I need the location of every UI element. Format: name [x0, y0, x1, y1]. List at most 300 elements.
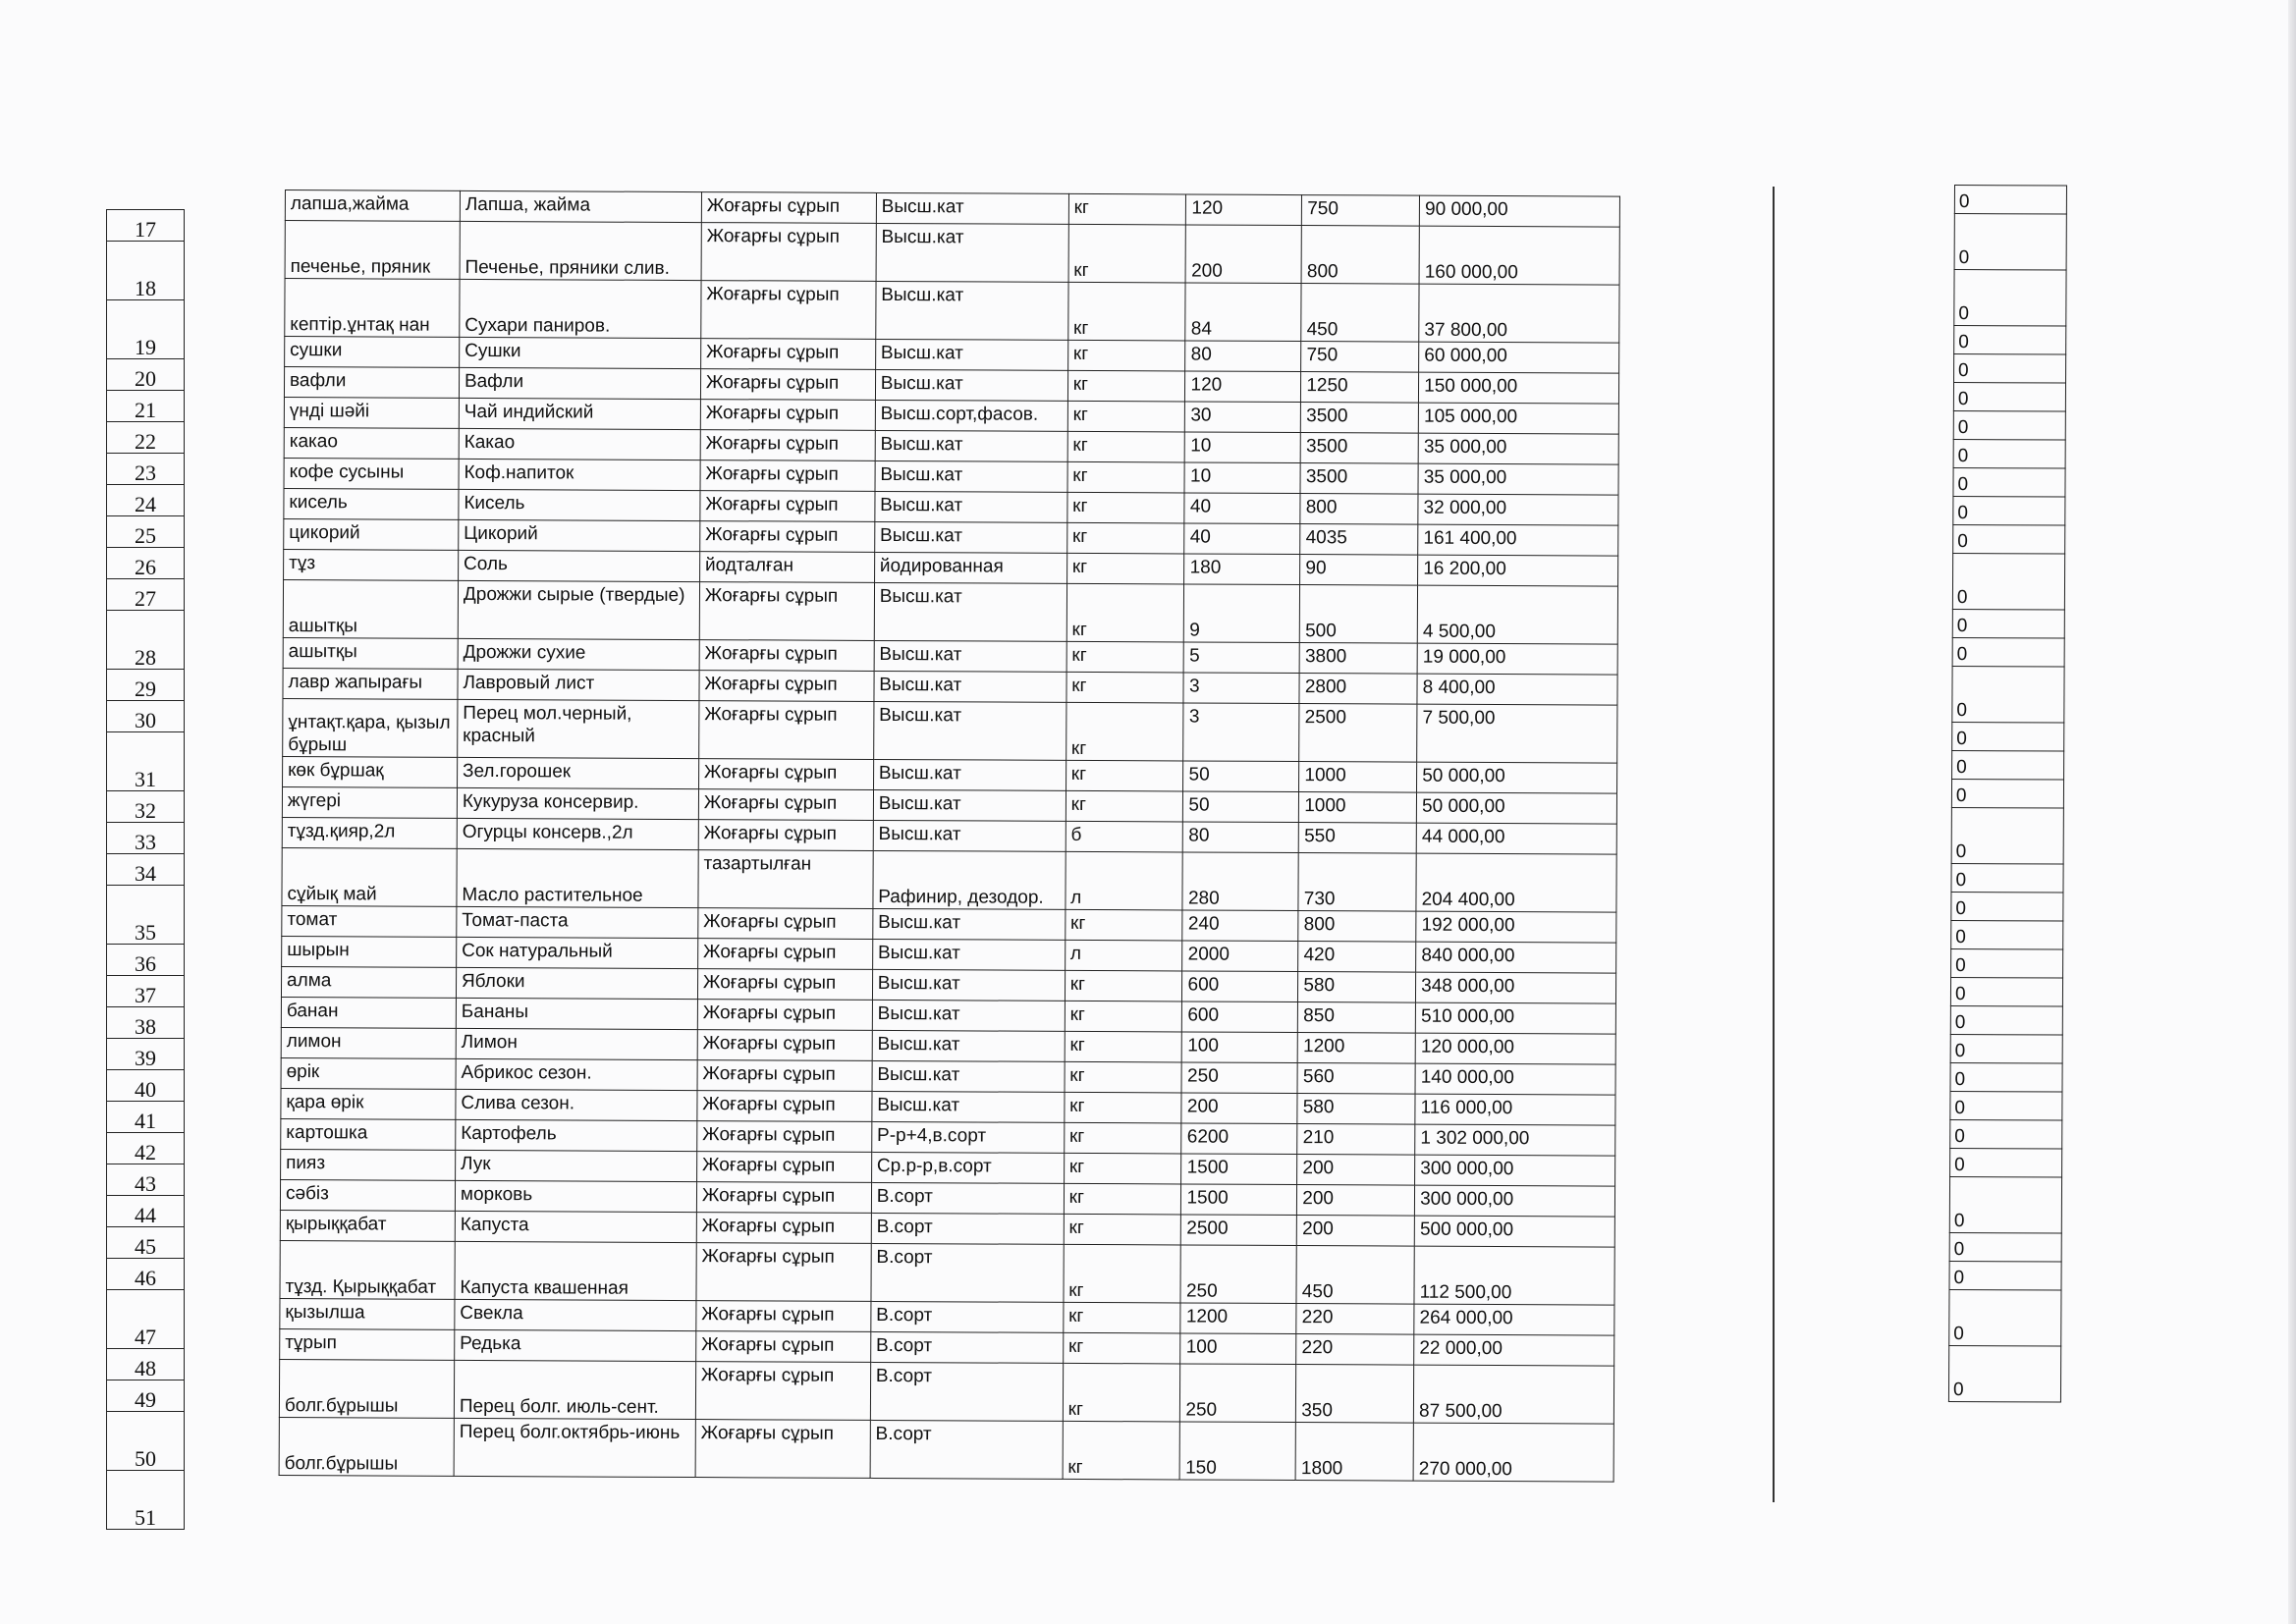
cell-kz-name: банан: [281, 997, 456, 1028]
number-row: [107, 854, 185, 886]
cell-kz-name: картошка: [281, 1118, 456, 1150]
cell-unit: кг: [1066, 702, 1183, 761]
cell-sum: 510 000,00: [1415, 1002, 1615, 1034]
cell-quality-kz: Жоғарғы сұрып: [696, 1213, 871, 1244]
table-row: [280, 1240, 1614, 1305]
cell-kz-name: өрік: [281, 1057, 456, 1089]
row-number: 39: [107, 1039, 185, 1070]
cell-price: 450: [1296, 1246, 1414, 1305]
cell-kz-name: ұнтақт.қара, қызыл бұрыш: [283, 698, 458, 757]
zero-row: [1952, 637, 2064, 667]
cell-kz-name: ашытқы: [283, 579, 458, 638]
cell-quantity: 50: [1183, 761, 1299, 792]
zero-row: [1950, 1034, 2062, 1063]
number-row: [107, 1290, 185, 1349]
cell-quantity: 10: [1185, 432, 1301, 463]
cell-ru-name: Перец болг. июль-сент.: [454, 1360, 695, 1419]
cell-price: 750: [1301, 342, 1419, 373]
number-row: [107, 1007, 185, 1039]
cell-price: 2800: [1299, 674, 1417, 705]
cell-unit: кг: [1063, 1363, 1180, 1422]
cell-unit: кг: [1067, 401, 1185, 432]
cell-kz-name: алма: [281, 966, 456, 998]
cell-sum: 35 000,00: [1418, 433, 1618, 464]
cell-quantity: 6200: [1181, 1123, 1297, 1155]
cell-ru-name: Лимон: [456, 1028, 697, 1059]
cell-quality-kz: Жоғарғы сұрып: [700, 521, 875, 553]
cell-unit: кг: [1064, 1244, 1181, 1303]
zero-value: 0: [1954, 270, 2066, 327]
cell-unit: кг: [1063, 1332, 1180, 1364]
row-number: 46: [107, 1259, 185, 1290]
cell-quality-ru: Высш.кат: [873, 789, 1066, 821]
cell-quantity: 250: [1181, 1062, 1297, 1094]
cell-ru-name: Цикорий: [459, 519, 700, 551]
row-number: 40: [107, 1070, 185, 1102]
zero-value: 0: [1952, 750, 2064, 780]
cell-quality-kz: Жоғарғы сұрып: [697, 1121, 872, 1153]
cell-quality-kz: Жоғарғы сұрып: [695, 1420, 870, 1479]
zero-row: [1950, 1148, 2062, 1177]
cell-unit: кг: [1066, 553, 1184, 584]
cell-unit: кг: [1066, 672, 1184, 703]
cell-kz-name: шырын: [282, 936, 457, 967]
cell-kz-name: кептір.ұнтақ нан: [285, 279, 460, 338]
cell-quality-kz: Жоғарғы сұрып: [699, 671, 874, 702]
cell-kz-name: тұзд.қияр,2л: [282, 817, 457, 848]
cell-kz-name: тұзд. Қырыққабат: [280, 1240, 455, 1299]
cell-quantity: 40: [1184, 493, 1300, 524]
cell-price: 580: [1297, 1094, 1415, 1125]
number-row: [107, 1349, 185, 1380]
cell-kz-name: томат: [282, 905, 457, 937]
cell-quality-ru: Высш.кат: [872, 1000, 1065, 1031]
zero-value: 0: [1949, 1232, 2061, 1262]
cell-quality-kz: Жоғарғы сұрып: [699, 640, 874, 672]
number-row: [107, 1380, 185, 1412]
cell-quality-kz: Жоғарғы сұрып: [700, 491, 875, 522]
product-table: [279, 189, 1620, 1483]
row-number: 45: [107, 1227, 185, 1259]
zero-value: 0: [1952, 637, 2064, 667]
cell-quality-ru: Высш.кат: [876, 192, 1068, 224]
table-row: [283, 579, 1617, 644]
cell-price: 850: [1298, 1002, 1416, 1034]
cell-ru-name: Перец болг.октябрь-июнь: [454, 1418, 695, 1477]
zero-value: 0: [1953, 496, 2065, 525]
cell-unit: кг: [1065, 909, 1182, 941]
cell-ru-name: Лапша, жайма: [460, 190, 701, 222]
cell-kz-name: печенье, пряник: [285, 221, 460, 280]
cell-sum: 87 500,00: [1414, 1365, 1614, 1424]
zero-value: 0: [1948, 1345, 2060, 1402]
cell-unit: кг: [1067, 340, 1185, 371]
cell-quality-ru: Высш.кат: [873, 820, 1066, 851]
cell-unit: кг: [1066, 790, 1183, 822]
cell-unit: кг: [1067, 370, 1185, 402]
row-number: 38: [107, 1007, 185, 1039]
cell-quality-ru: Высш.кат: [875, 430, 1067, 461]
cell-quality-kz: Жоғарғы сұрып: [696, 1243, 871, 1302]
cell-kz-name: лапша,жайма: [285, 190, 460, 222]
cell-price: 750: [1302, 195, 1420, 227]
number-row: [107, 886, 185, 945]
row-number: 27: [107, 579, 185, 611]
cell-unit: кг: [1067, 461, 1185, 493]
cell-sum: 150 000,00: [1419, 372, 1619, 404]
cell-price: 2500: [1299, 704, 1417, 763]
zero-value: 0: [1951, 948, 2063, 978]
cell-quality-ru: Высш.кат: [875, 369, 1067, 401]
cell-quantity: 80: [1185, 341, 1301, 372]
cell-sum: 44 000,00: [1416, 823, 1616, 854]
cell-sum: 37 800,00: [1419, 284, 1619, 343]
cell-quantity: 200: [1186, 225, 1302, 284]
number-row: [107, 579, 185, 611]
cell-kz-name: қара өрік: [281, 1088, 456, 1119]
cell-quality-ru: Высш.кат: [872, 1091, 1065, 1122]
cell-sum: 50 000,00: [1417, 792, 1617, 824]
cell-kz-name: қызылша: [280, 1298, 455, 1329]
cell-quality-kz: Жоғарғы сұрып: [698, 820, 873, 851]
cell-ru-name: морковь: [455, 1180, 696, 1212]
cell-quality-ru: Высш.кат: [874, 671, 1066, 702]
number-row: [107, 1102, 185, 1133]
cell-sum: 160 000,00: [1419, 226, 1619, 285]
cell-kz-name: лавр жапырағы: [283, 668, 458, 699]
cell-unit: кг: [1065, 1031, 1182, 1062]
number-row: [107, 391, 185, 422]
cell-unit: л: [1065, 940, 1182, 971]
cell-price: 560: [1297, 1063, 1415, 1095]
cell-sum: 19 000,00: [1417, 643, 1617, 675]
cell-quality-ru: В.сорт: [870, 1331, 1063, 1363]
zero-value: 0: [1950, 1062, 2062, 1092]
row-number: 29: [107, 670, 185, 701]
cell-quantity: 120: [1186, 194, 1302, 226]
row-number: 28: [107, 611, 185, 670]
cell-unit: кг: [1065, 1092, 1182, 1123]
cell-quantity: 1200: [1180, 1303, 1296, 1334]
cell-kz-name: тұз: [284, 549, 459, 580]
cell-price: 3500: [1300, 463, 1418, 495]
cell-kz-name: какао: [284, 427, 459, 459]
cell-quality-ru: Высш.кат: [874, 582, 1066, 641]
cell-quantity: 84: [1185, 283, 1301, 342]
cell-ru-name: Зел.горошек: [457, 757, 698, 788]
zero-row: [1954, 354, 2066, 384]
cell-price: 200: [1297, 1216, 1415, 1247]
cell-quantity: 600: [1182, 1001, 1298, 1033]
cell-quantity: 280: [1182, 852, 1298, 911]
cell-quality-ru: В.сорт: [871, 1182, 1064, 1214]
zero-value: 0: [1950, 1148, 2062, 1177]
zero-row: [1950, 977, 2062, 1006]
number-row: [107, 454, 185, 485]
cell-quality-ru: Высш.кат: [876, 281, 1068, 340]
zero-row: [1952, 609, 2064, 638]
cell-quality-kz: Жоғарғы сұрып: [697, 1030, 872, 1061]
cell-price: 1250: [1301, 372, 1419, 404]
cell-price: 800: [1301, 226, 1419, 285]
cell-ru-name: Капуста квашенная: [455, 1241, 696, 1300]
row-number: 44: [107, 1196, 185, 1227]
cell-quantity: 80: [1183, 822, 1299, 853]
cell-sum: 204 400,00: [1416, 853, 1616, 912]
cell-price: 350: [1296, 1365, 1414, 1424]
cell-quality-ru: Высш.кат: [872, 969, 1065, 1001]
cell-price: 220: [1296, 1304, 1414, 1335]
zero-row: [1953, 383, 2065, 412]
row-number: 30: [107, 701, 185, 732]
cell-kz-name: болг.бұрышы: [279, 1359, 454, 1418]
number-row: [107, 359, 185, 391]
number-row: [107, 242, 185, 300]
row-number: 20: [107, 359, 185, 391]
row-number: 18: [107, 242, 185, 300]
cell-ru-name: Сок натуральный: [457, 937, 698, 968]
zero-value: 0: [1950, 1005, 2062, 1035]
cell-quantity: 2500: [1181, 1215, 1297, 1246]
cell-kz-name: болг.бұрышы: [279, 1417, 454, 1476]
cell-price: 90: [1300, 555, 1418, 586]
cell-sum: 90 000,00: [1419, 195, 1619, 227]
zero-row: [1950, 1091, 2062, 1120]
cell-quality-kz: Жоғарғы сұрып: [696, 1301, 871, 1332]
cell-quality-ru: Высш.кат: [872, 939, 1065, 970]
cell-unit: кг: [1066, 641, 1184, 673]
cell-quality-ru: В.сорт: [870, 1362, 1063, 1421]
cell-quality-kz: тазартылған: [698, 850, 873, 909]
cell-quality-ru: Высш.кат: [875, 460, 1067, 492]
zero-value: 0: [1949, 1261, 2061, 1290]
cell-sum: 32 000,00: [1418, 494, 1618, 525]
cell-quantity: 30: [1185, 402, 1301, 433]
cell-ru-name: Редька: [455, 1329, 696, 1361]
cell-quality-kz: Жоғарғы сұрып: [701, 223, 876, 282]
row-number: 43: [107, 1164, 185, 1196]
cell-unit: кг: [1067, 282, 1185, 341]
cell-sum: 116 000,00: [1415, 1094, 1615, 1125]
zero-row: [1951, 779, 2063, 808]
row-number: 50: [107, 1412, 185, 1471]
cell-ru-name: Масло растительное: [457, 848, 698, 907]
cell-price: 3800: [1299, 643, 1417, 675]
cell-sum: 192 000,00: [1416, 911, 1616, 943]
row-number: 34: [107, 854, 185, 886]
zero-row: [1948, 1345, 2060, 1402]
cell-unit: б: [1066, 821, 1183, 852]
zero-value: 0: [1954, 214, 2066, 271]
cell-quality-ru: Высш.кат: [873, 701, 1066, 760]
row-number: 23: [107, 454, 185, 485]
zero-value: 0: [1951, 779, 2063, 808]
cell-ru-name: Абрикос сезон.: [456, 1058, 697, 1090]
row-number: 41: [107, 1102, 185, 1133]
number-row: [107, 1412, 185, 1471]
cell-quantity: 1500: [1181, 1184, 1297, 1216]
number-row: [107, 732, 185, 791]
cell-quality-kz: Жоғарғы сұрып: [701, 281, 876, 340]
zero-value: 0: [1950, 977, 2062, 1006]
zero-row: [1950, 1005, 2062, 1035]
cell-price: 1800: [1295, 1423, 1413, 1482]
cell-ru-name: Капуста: [455, 1211, 696, 1242]
cell-kz-name: көк бұршақ: [283, 756, 458, 787]
zero-row: [1953, 496, 2065, 525]
cell-quality-kz: Жоғарғы сұрып: [696, 1182, 871, 1214]
cell-quality-kz: Жоғарғы сұрып: [696, 1152, 871, 1183]
cell-quality-kz: Жоғарғы сұрып: [700, 400, 875, 431]
cell-quality-ru: В.сорт: [871, 1243, 1064, 1302]
cell-sum: 500 000,00: [1414, 1216, 1614, 1247]
row-number: 36: [107, 945, 185, 976]
cell-sum: 112 500,00: [1414, 1246, 1614, 1305]
cell-sum: 105 000,00: [1418, 403, 1618, 434]
cell-kz-name: ашытқы: [283, 637, 458, 669]
cell-unit: кг: [1067, 431, 1185, 462]
cell-ru-name: Сухари паниров.: [460, 279, 701, 338]
cell-price: 1000: [1299, 762, 1417, 793]
cell-price: 3500: [1300, 433, 1418, 464]
cell-quality-ru: Высш.кат: [876, 223, 1068, 282]
cell-price: 4035: [1300, 524, 1418, 556]
number-row: [107, 516, 185, 548]
zero-value: 0: [1949, 1289, 2061, 1346]
cell-quality-ru: Ср.р-р,в.сорт: [871, 1152, 1064, 1183]
number-row: [107, 670, 185, 701]
zero-value: 0: [1953, 383, 2065, 412]
cell-ru-name: Перец мол.черный, красный: [458, 699, 699, 758]
cell-unit: кг: [1067, 492, 1185, 523]
cell-sum: 161 400,00: [1418, 524, 1618, 556]
cell-quality-kz: Жоғарғы сұрып: [696, 1331, 871, 1363]
cell-sum: 300 000,00: [1415, 1155, 1615, 1186]
cell-kz-name: сушки: [285, 337, 460, 368]
cell-quality-ru: Рафинир, дезодор.: [873, 850, 1066, 909]
cell-ru-name: Сушки: [460, 337, 701, 368]
cell-sum: 300 000,00: [1415, 1185, 1615, 1217]
zero-row: [1950, 1062, 2062, 1092]
cell-price: 730: [1298, 853, 1416, 912]
cell-ru-name: Огурцы консерв.,2л: [457, 818, 698, 849]
cell-sum: 840 000,00: [1416, 942, 1616, 973]
cell-quantity: 40: [1184, 523, 1300, 555]
number-row: [107, 611, 185, 670]
cell-quality-kz: Жоғарғы сұрып: [697, 1060, 872, 1092]
cell-unit: кг: [1068, 224, 1186, 283]
cell-ru-name: Картофель: [456, 1119, 697, 1151]
cell-quality-ru: Высш.кат: [873, 759, 1066, 790]
page-edge-shadow: [2288, 0, 2296, 1624]
cell-kz-name: жүгері: [282, 786, 457, 818]
cell-ru-name: Чай индийский: [459, 398, 700, 429]
cell-unit: кг: [1064, 1122, 1181, 1154]
zero-value: 0: [1950, 1034, 2062, 1063]
row-number: 51: [107, 1471, 185, 1530]
cell-quality-kz: Жоғарғы сұрып: [701, 192, 876, 224]
zero-value: 0: [1950, 1119, 2062, 1149]
zero-row: [1950, 1119, 2062, 1149]
cell-quality-ru: Высш.кат: [873, 908, 1066, 940]
cell-quantity: 180: [1184, 554, 1300, 585]
cell-quality-kz: Жоғарғы сұрып: [700, 460, 875, 492]
number-row: [107, 1133, 185, 1164]
cell-ru-name: Кисель: [459, 489, 700, 520]
cell-sum: 4 500,00: [1417, 585, 1617, 644]
cell-quality-kz: Жоғарғы сұрып: [697, 1000, 872, 1031]
cell-ru-name: Соль: [458, 550, 699, 581]
zero-row: [1952, 553, 2064, 610]
number-row: [107, 1259, 185, 1290]
zero-value: 0: [1954, 326, 2066, 355]
cell-kz-name: тұрып: [280, 1328, 455, 1360]
cell-quality-ru: Высш.кат: [874, 521, 1066, 553]
number-row: [107, 1164, 185, 1196]
zero-value: 0: [1952, 666, 2064, 723]
cell-quality-ru: Высш.кат: [874, 640, 1066, 672]
zero-row: [1952, 722, 2064, 751]
zero-value: 0: [1952, 722, 2064, 751]
row-number: 17: [107, 210, 185, 242]
number-row: [107, 945, 185, 976]
cell-quantity: 240: [1182, 910, 1298, 942]
cell-quantity: 100: [1182, 1032, 1298, 1063]
cell-quality-kz: Жоғарғы сұрып: [700, 339, 875, 370]
cell-price: 550: [1299, 823, 1417, 854]
number-row: [107, 300, 185, 359]
cell-ru-name: Кукуруза консервир.: [457, 787, 698, 819]
zero-value: 0: [1951, 863, 2063, 893]
cell-price: 420: [1298, 942, 1416, 973]
vertical-separator-line: [1773, 187, 1775, 1502]
zero-value: 0: [1954, 186, 2066, 215]
number-row: [107, 1070, 185, 1102]
zero-row: [1954, 214, 2066, 271]
zero-value: 0: [1951, 807, 2063, 864]
cell-kz-name: қырыққабат: [280, 1210, 455, 1241]
table-row: [279, 1417, 1613, 1482]
cell-ru-name: Яблоки: [456, 967, 697, 999]
cell-quality-ru: Высш.сорт,фасов.: [875, 400, 1067, 431]
cell-quality-kz: Жоғарғы сұрып: [697, 939, 872, 970]
cell-unit: кг: [1065, 1001, 1182, 1032]
cell-quantity: 50: [1183, 791, 1299, 823]
row-number: 33: [107, 823, 185, 854]
row-number: 35: [107, 886, 185, 945]
cell-sum: 264 000,00: [1414, 1304, 1614, 1335]
zero-row: [1951, 892, 2063, 921]
cell-quality-kz: Жоғарғы сұрып: [698, 759, 873, 790]
row-number: 25: [107, 516, 185, 548]
cell-quality-ru: Высш.кат: [875, 491, 1067, 522]
cell-quality-kz: йодталған: [699, 552, 874, 583]
cell-quality-kz: Жоғарғы сұрып: [698, 789, 873, 821]
cell-ru-name: Коф.напиток: [459, 459, 700, 490]
cell-quality-kz: Жоғарғы сұрып: [697, 969, 872, 1001]
cell-price: 800: [1300, 494, 1418, 525]
cell-ru-name: Вафли: [459, 367, 700, 399]
number-row: [107, 422, 185, 454]
cell-kz-name: үнді шәйі: [284, 397, 459, 428]
zero-row: [1949, 1289, 2061, 1346]
zero-row: [1953, 410, 2065, 440]
cell-ru-name: Свекла: [455, 1299, 696, 1330]
cell-quality-ru: В.сорт: [871, 1301, 1064, 1332]
cell-ru-name: Лук: [455, 1150, 696, 1181]
cell-unit: кг: [1063, 1421, 1180, 1480]
table-row: [283, 698, 1617, 763]
